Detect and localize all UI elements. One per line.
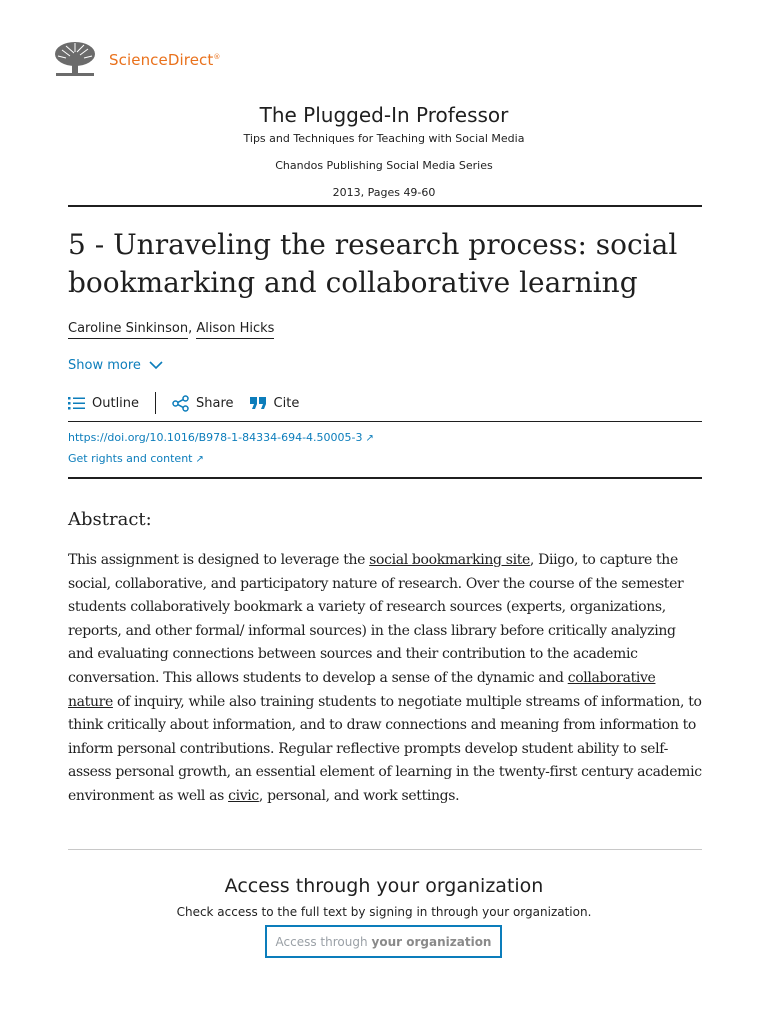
outline-label: Outline: [92, 395, 140, 411]
publication-series[interactable]: Chandos Publishing Social Media Series: [275, 159, 493, 172]
abstract-heading: Abstract:: [68, 509, 152, 530]
toolbar-divider-line: [68, 421, 702, 422]
access-heading: Access through your organization: [224, 875, 544, 897]
publication-subtitle: Tips and Techniques for Teaching with Social Media: [243, 132, 525, 145]
sciencedirect-logo[interactable]: [52, 40, 220, 80]
author-link[interactable]: Alison Hicks: [196, 321, 274, 339]
share-label: Share: [196, 395, 234, 411]
article-toolbar: [68, 392, 299, 414]
topic-link[interactable]: collaborative nature: [68, 669, 656, 710]
external-link-icon: ↗: [195, 454, 204, 465]
cite-label: Cite: [273, 395, 300, 411]
publication-pages: 2013, Pages 49-60: [332, 186, 436, 199]
cite-button[interactable]: [250, 396, 300, 411]
quote-icon: [250, 397, 267, 410]
links-divider: [68, 477, 702, 479]
toolbar-divider: [155, 392, 156, 414]
topic-link[interactable]: social bookmarking site: [369, 552, 530, 568]
abstract-divider: [68, 849, 702, 850]
doi-link[interactable]: https://doi.org/10.1016/B978-1-84334-694-4.50005-3 ↗: [68, 431, 374, 444]
brand-name: ScienceDirect®: [109, 51, 221, 69]
outline-list-icon: [68, 397, 85, 410]
outline-button[interactable]: [68, 396, 139, 411]
share-button[interactable]: [172, 395, 234, 412]
topic-link[interactable]: civic: [228, 787, 259, 804]
article-title: 5 - Unraveling the research process: social bookmarking and collaborative learning: [68, 228, 678, 299]
author-separator: ,: [188, 321, 193, 336]
access-description: Check access to the full text by signing in through your organization.: [176, 905, 592, 919]
header-divider: [68, 205, 702, 207]
author-list: [68, 321, 274, 336]
external-link-icon: ↗: [365, 433, 374, 444]
share-icon: [172, 395, 189, 412]
access-organization-button[interactable]: [265, 925, 502, 958]
rights-link[interactable]: Get rights and content ↗: [68, 452, 204, 465]
chevron-down-icon: [149, 361, 163, 370]
publication-title[interactable]: The Plugged-In Professor: [259, 103, 509, 127]
show-more-button[interactable]: [68, 358, 163, 373]
abstract-text: This assignment is designed to leverage the social bookmarking site, Diigo, to capture the social, collaborative, and participatory nature of research. Over the course of the semester students collaboratively bookmark a variety of research sources (experts, organizations, reports, and other formal/ informal sources) in the class library before critically analyzing and evaluating connections between sources and their contribution to the academic conversation. This allows students to develop a sense of the dynamic and collaborative nature of inquiry, while also training students to negotiate multiple streams of information, to think critically about information, and to draw connections and meaning from information to inform personal contributions. Regular reflective prompts develop student ability to self-assess personal growth, an essential element of learning in the twenty-first century academic environment as well as civic, personal, and work settings.: [68, 552, 702, 804]
access-button-label-bold: your organization: [371, 934, 492, 949]
show-more-label: Show more: [68, 358, 141, 373]
author-link[interactable]: Caroline Sinkinson: [68, 321, 188, 339]
access-button-label: Access through: [275, 934, 368, 949]
elsevier-tree-icon: [52, 40, 98, 80]
